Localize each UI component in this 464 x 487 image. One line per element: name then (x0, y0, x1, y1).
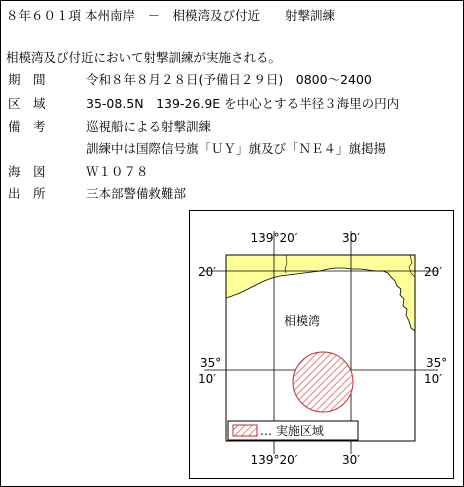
lat-lower-left-deg: 35° (200, 356, 222, 370)
lat-lower-right-deg: 35° (426, 356, 448, 370)
lat-lower-left-min: 10′ (198, 372, 216, 386)
legend-swatch (233, 425, 257, 436)
row-remarks (0, 119, 460, 135)
legend-label: … 実施区域 (260, 424, 324, 438)
row-remarks-2 (0, 141, 460, 157)
bay-label: 相模湾 (283, 314, 321, 328)
row-value: 巡視船による射撃訓練 (86, 119, 212, 134)
lon-top-left: 139°20′ (250, 231, 298, 245)
row-label: 海 図 (8, 164, 46, 179)
row-value: Ｗ１０７８ (86, 164, 149, 179)
lon-bottom-left: 139°20′ (250, 453, 298, 467)
row-label: 区 域 (8, 96, 46, 111)
row-label: 期 間 (8, 72, 46, 87)
row-value: 令和８年８月２８日(予備日２９日) 0800～2400 (86, 72, 372, 87)
row-label: 出 所 (8, 186, 46, 201)
lon-top-right: 30′ (342, 231, 360, 245)
exercise-area-circle (293, 352, 353, 412)
row-area (0, 96, 460, 112)
lat-upper-right: 20′ (424, 265, 442, 279)
row-value: 35-08.5N 139-26.9E を中心とする半径３海里の円内 (86, 96, 400, 111)
notice-intro: 相模湾及び付近において射撃訓練が実施される。 (6, 50, 282, 65)
row-label: 備 考 (8, 119, 46, 134)
lon-bottom-right: 30′ (342, 453, 360, 467)
row-period (0, 72, 460, 88)
row-chart (0, 164, 460, 180)
map-svg (190, 211, 453, 478)
row-value: 三本部警備救難部 (86, 186, 187, 201)
lat-upper-left: 20′ (198, 265, 216, 279)
row-source (0, 186, 460, 202)
lat-lower-right-min: 10′ (424, 372, 442, 386)
row-value: 訓練中は国際信号旗「ＵＹ」旗及び「ＮＥ４」旗掲揚 (86, 141, 387, 156)
notice-title: ８年６０１項 本州南岸 － 相模湾及び付近 射撃訓練 (6, 8, 335, 23)
location-map (189, 210, 454, 479)
